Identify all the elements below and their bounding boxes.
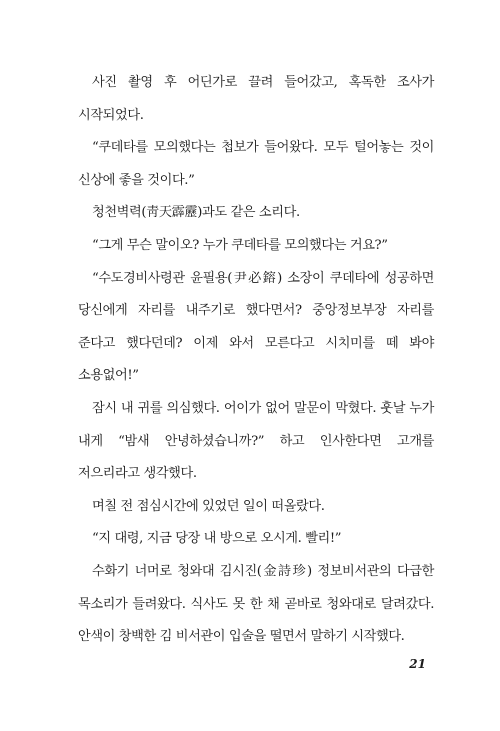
page-number: 21: [409, 657, 426, 671]
paragraph-7: 며칠 전 점심시간에 있었던 일이 떠올랐다.: [92, 498, 325, 514]
paragraph-9: 수화기 너머로 청와대 김시진(金詩珍) 정보비서관의 다급한 목소리가 들려왔다. 식사도 못 한 채 곧바로 청와대로 달려갔다. 안색이 창백한 김 비서관이 입술을 떨면서 말하기 시작했다.: [78, 563, 434, 645]
body-text: [78, 67, 434, 654]
paragraph-2: “쿠데타를 모의했다는 첩보가 들어왔다. 모두 털어놓는 것이 신상에 좋을 것이다.”: [78, 140, 434, 188]
paragraph-1: 사진 촬영 후 어딘가로 끌려 들어갔고, 혹독한 조사가 시작되었다.: [78, 75, 434, 123]
paragraph-4: “그게 무슨 말이오? 누가 쿠데타를 모의했다는 거요?”: [92, 237, 388, 253]
paragraph-6: 잠시 내 귀를 의심했다. 어이가 없어 말문이 막혔다. 훗날 누가 내게 “밤새 안녕하셨습니까?” 하고 인사한다면 고개를 저으리라고 생각했다.: [78, 400, 434, 482]
paragraph-5: “수도경비사령관 윤필용(尹必鎔) 소장이 쿠데타에 성공하면 당신에게 자리를 내주기로 했다면서? 중앙정보부장 자리를 준다고 했다던데? 이제 와서 모른다고 시치미를 떼 봐야 소용없어!”: [78, 270, 434, 384]
paragraph-3: 청천벽력(靑天霹靂)과도 같은 소리다.: [92, 205, 300, 221]
paragraph-8: “지 대령, 지금 당장 내 방으로 오시게. 빨리!”: [92, 531, 342, 547]
